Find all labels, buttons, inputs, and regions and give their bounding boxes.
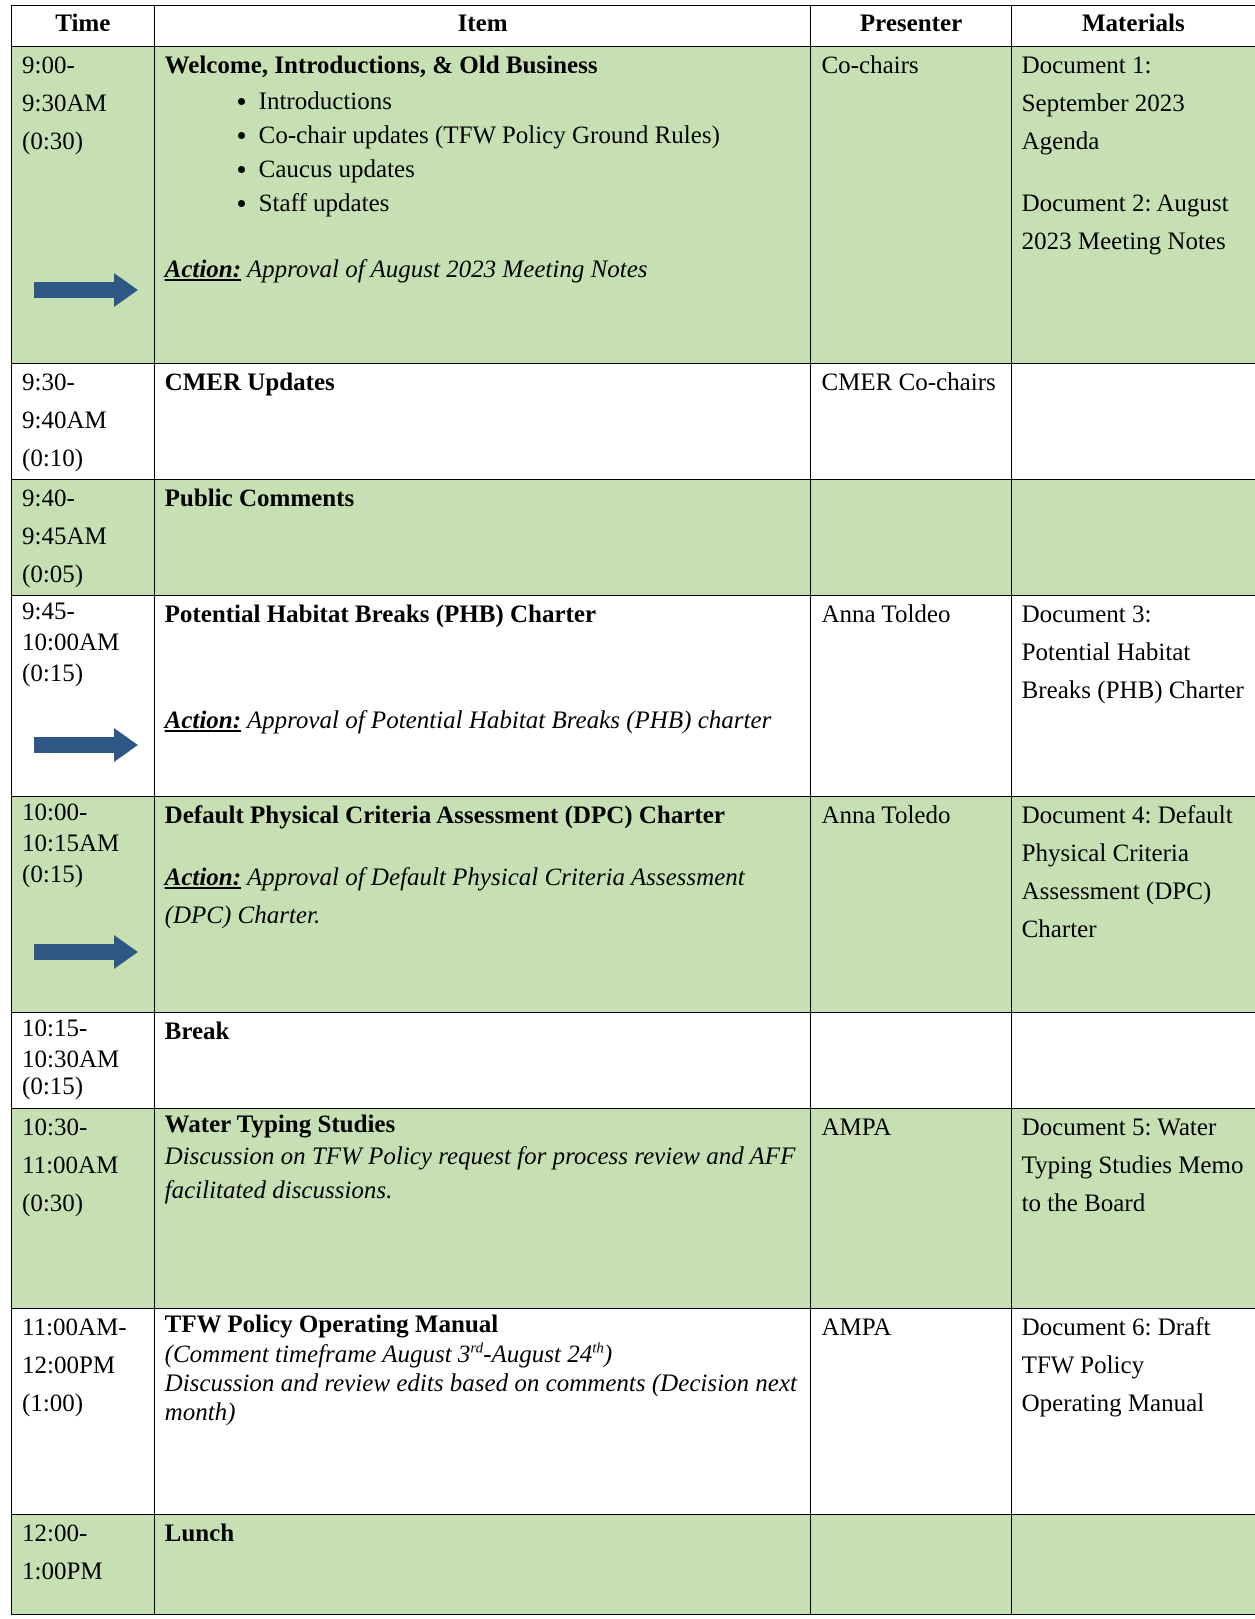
list-item: • Introductions [259,85,801,119]
list-item: • Co-chair updates (TFW Policy Ground Rules) [259,119,801,153]
item-description: Discussion on TFW Policy request for process review and AFF facilitated discussions. [164,1143,796,1204]
time-duration: (0:15) [22,861,84,888]
time-end: 12:00PM [22,1352,116,1379]
timeframe-sup-1: rd [470,1340,484,1357]
item-cell [154,1309,811,1515]
list-item: • Staff updates [259,187,801,221]
item-title: CMER Updates [164,369,335,396]
material-document-5: Document 5: Water Typing Studies Memo to the Board [1021,1114,1244,1217]
material-document-4: Document 4: Default Physical Criteria Assessment (DPC) Charter [1021,802,1233,943]
materials-cell [1011,480,1255,596]
item-title: Default Physical Criteria Assessment (DPC) Charter [164,802,725,829]
agenda-row-public-comments [12,480,1255,596]
time-end: 9:30AM [22,90,107,117]
header-row [12,6,1255,47]
time-end: 10:30AM [22,1046,120,1073]
presenter-cell: Anna Toldeo [811,596,1011,797]
header-item: Item [154,6,811,47]
agenda-row-water-typing [12,1109,1255,1309]
item-cell [154,596,811,797]
materials-cell [1011,47,1255,364]
right-arrow-icon [34,273,138,307]
item-title: Public Comments [164,485,355,512]
item-title: Welcome, Introductions, & Old Business [164,52,598,79]
agenda-row-break [12,1013,1255,1109]
presenter-cell [811,480,1011,596]
action-label: Action: [164,707,242,734]
presenter-cell: Co-chairs [811,47,1011,364]
time-duration: (0:15) [22,660,84,687]
time-duration: (0:30) [22,128,84,155]
item-cell [154,47,811,364]
header-presenter: Presenter [811,6,1011,47]
time-cell [12,47,155,364]
item-cell [154,1013,811,1109]
action-line [165,251,801,289]
time-end: 10:15AM [22,830,120,857]
time-duration: (0:05) [22,561,84,588]
presenter-cell: CMER Co-chairs [811,364,1011,480]
presenter-cell: AMPA [811,1109,1011,1309]
action-label: Action: [164,864,242,891]
action-text: Approval of Default Physical Criteria Assessment (DPC) Charter. [164,864,745,929]
item-cell [154,364,811,480]
time-cell [12,1309,155,1515]
agenda-row-operating-manual [12,1309,1255,1515]
material-document-1: Document 1: September 2023 Agenda [1021,52,1185,155]
timeframe-text-b: -August 24 [483,1341,593,1368]
time-cell [12,364,155,480]
right-arrow-icon [34,935,138,969]
time-start: 10:15- [22,1015,88,1042]
time-end: 11:00AM [22,1152,119,1179]
agenda-row-cmer [12,364,1255,480]
item-title: Break [164,1018,230,1045]
time-cell [12,1515,155,1615]
item-description: Discussion and review edits based on comments (Decision next month) [164,1370,797,1426]
materials-cell [1011,364,1255,480]
materials-cell [1011,1013,1255,1109]
materials-cell [1011,1109,1255,1309]
action-line [165,702,801,740]
action-text: Approval of Potential Habitat Breaks (PHB) charter [246,707,772,734]
time-end: 10:00AM [22,629,120,656]
time-start: 9:30- [22,369,75,396]
time-start: 9:40- [22,485,75,512]
time-duration: (1:00) [22,1390,84,1417]
time-start: 10:30- [22,1114,88,1141]
right-arrow-icon [34,728,138,762]
materials-cell [1011,1515,1255,1615]
time-cell [12,596,155,797]
time-end: 9:40AM [22,407,107,434]
time-end: 9:45AM [22,523,107,550]
action-text: Approval of August 2023 Meeting Notes [246,256,648,283]
time-cell [12,1013,155,1109]
time-duration: (0:10) [22,445,84,472]
list-item: • Caucus updates [259,153,801,187]
time-cell [12,480,155,596]
time-duration: (0:15) [22,1073,84,1100]
item-title: Potential Habitat Breaks (PHB) Charter [164,601,597,628]
timeframe-sup-2: th [592,1340,604,1357]
item-cell [154,480,811,596]
presenter-cell [811,1013,1011,1109]
header-time: Time [12,6,155,47]
agenda-row-phb [12,596,1255,797]
presenter-cell [811,1515,1011,1615]
header-materials: Materials [1011,6,1255,47]
action-line [165,859,801,935]
item-bullets [165,85,801,221]
agenda-row-dpc [12,797,1255,1013]
time-end: 1:00PM [22,1558,103,1585]
item-cell [154,1109,811,1309]
time-start: 12:00- [22,1520,88,1547]
timeframe-text-a: (Comment timeframe August 3 [164,1341,471,1368]
presenter-cell: Anna Toledo [811,797,1011,1013]
item-title: TFW Policy Operating Manual [164,1311,499,1338]
time-start: 9:00- [22,52,75,79]
materials-cell [1011,1309,1255,1515]
agenda-row-lunch [12,1515,1255,1615]
agenda-row-welcome [12,47,1255,364]
action-label: Action: [164,256,242,283]
materials-cell [1011,596,1255,797]
timeframe-text-c: ) [603,1341,613,1368]
item-cell [154,1515,811,1615]
material-document-3: Document 3: Potential Habitat Breaks (PHB) Charter [1021,601,1244,704]
material-document-6: Document 6: Draft TFW Policy Operating Manual [1021,1314,1211,1417]
agenda-table [11,5,1255,1615]
presenter-cell: AMPA [811,1309,1011,1515]
comment-timeframe [165,1340,801,1369]
time-start: 11:00AM- [22,1314,127,1341]
time-cell [12,797,155,1013]
time-cell [12,1109,155,1309]
item-cell [154,797,811,1013]
time-duration: (0:30) [22,1190,84,1217]
time-start: 9:45- [22,598,75,625]
item-title: Lunch [164,1520,235,1547]
materials-cell [1011,797,1255,1013]
item-title: Water Typing Studies [164,1111,396,1138]
material-document-2: Document 2: August 2023 Meeting Notes [1021,190,1229,255]
time-start: 10:00- [22,799,88,826]
